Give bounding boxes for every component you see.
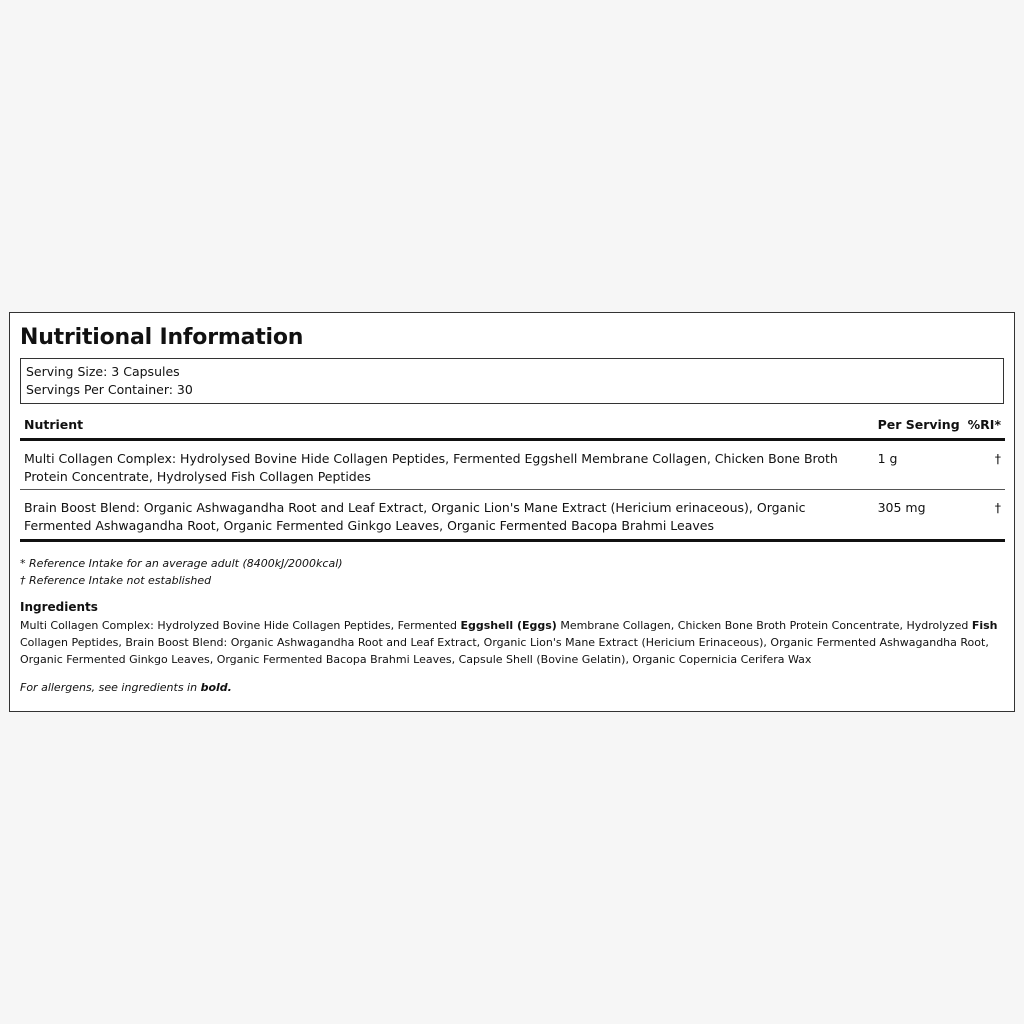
header-nutrient: Nutrient <box>20 414 874 440</box>
header-ri: %RI* <box>964 414 1005 440</box>
table-row <box>20 490 1005 541</box>
allergen-highlight: Fish <box>971 619 998 632</box>
ri-value: † <box>964 440 1005 490</box>
ingredients-part: Membrane Collagen, Chicken Bone Broth Protein Concentrate, Hydrolyzed <box>556 619 972 632</box>
allergen-note-bold: bold. <box>200 681 232 694</box>
ingredients-part: Multi Collagen Complex: Hydrolyzed Bovine Hide Collagen Peptides, Fermented <box>20 619 461 632</box>
table-header-row <box>20 414 1005 440</box>
footnote-reference-intake: * Reference Intake for an average adult (8400kJ/2000kcal) <box>20 557 343 570</box>
per-serving-value: 305 mg <box>874 490 964 541</box>
allergen-highlight: Eggshell (Eggs) <box>460 619 557 632</box>
allergen-note-prefix: For allergens, see ingredients in <box>20 681 201 694</box>
ri-value: † <box>964 490 1005 541</box>
table-row <box>20 440 1005 490</box>
nutrient-table <box>20 414 1005 542</box>
footnotes <box>20 555 1004 589</box>
header-per-serving: Per Serving <box>874 414 964 440</box>
serving-size: Serving Size: 3 Capsules <box>26 364 180 379</box>
nutrition-panel <box>9 312 1015 712</box>
per-serving-value: 1 g <box>874 440 964 490</box>
ingredients-part: Collagen Peptides, Brain Boost Blend: Organic Ashwagandha Root and Leaf Extract, Organic Lion's Mane Extract (Hericium Erinaceous), Organic Fermented Ashwagandha Root, Organic Fermented Ginkgo Leaves, Organic Fermented Bacopa Brahmi Leaves, Capsule Shell (Bovine Gelatin), Organic Copernicia Cerifera Wax <box>20 636 989 666</box>
footnote-not-established: † Reference Intake not established <box>20 574 212 587</box>
ingredients-title: Ingredients <box>20 600 98 614</box>
nutrient-name: Brain Boost Blend: Organic Ashwagandha Root and Leaf Extract, Organic Lion's Mane Extract (Hericium erinaceous), Organic Fermented Ashwagandha Root, Organic Fermented Ginkgo Leaves, Organic Fermented Bacopa Brahmi Leaves <box>20 490 874 541</box>
servings-per-container: Servings Per Container: 30 <box>26 382 193 397</box>
serving-info-box <box>20 358 1004 404</box>
page-title: Nutritional Information <box>20 325 304 350</box>
allergen-note <box>20 679 1004 696</box>
ingredients-text <box>20 617 1010 668</box>
nutrient-name: Multi Collagen Complex: Hydrolysed Bovine Hide Collagen Peptides, Fermented Eggshell Membrane Collagen, Chicken Bone Broth Protein Concentrate, Hydrolysed Fish Collagen Peptides <box>20 440 874 490</box>
